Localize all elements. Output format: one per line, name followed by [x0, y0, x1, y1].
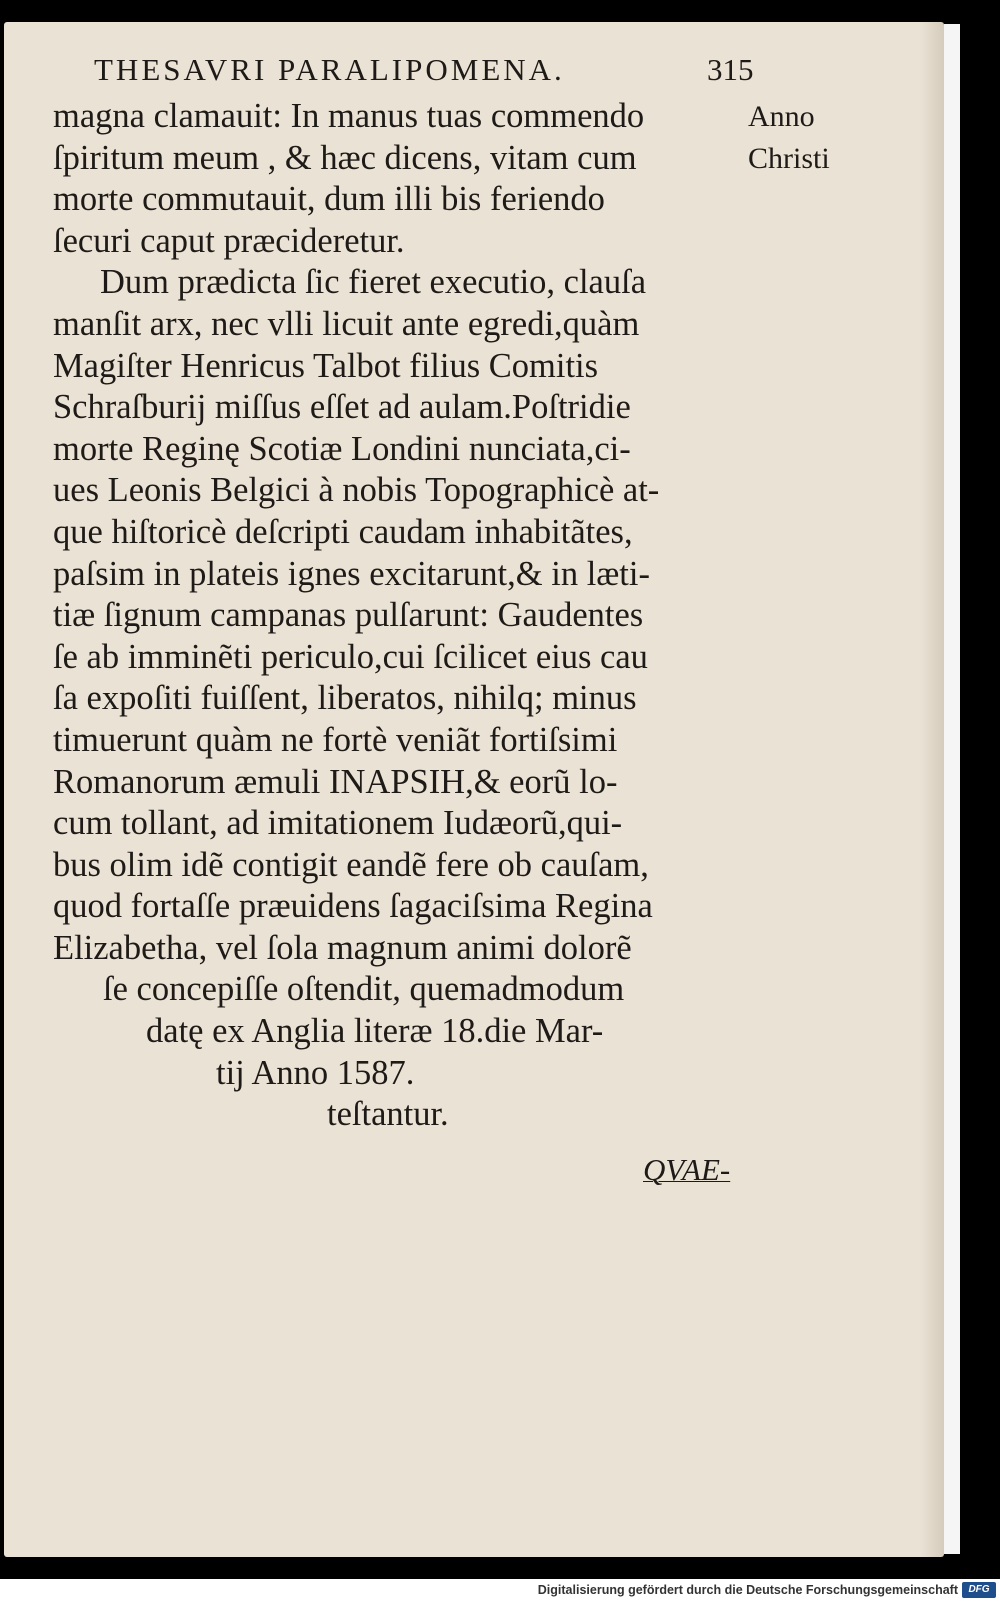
margin-note [748, 96, 830, 180]
text-line: ſa expoſiti fuiſſent, liberatos, nihilq; minus [53, 679, 637, 718]
catchword: QVAE- [643, 1152, 731, 1187]
text-line: Magiſter Henricus Talbot filius Comitis [53, 346, 599, 385]
text-line: Schraſburij miſſus eſſet ad aulam.Poſtridie [53, 388, 631, 427]
text-line: timuerunt quàm ne fortè veniãt fortiſsimi [53, 720, 618, 759]
page-gutter-shadow [920, 22, 944, 1557]
margin-note-line: Anno [748, 100, 815, 133]
text-line: morte commutauit, dum illi bis feriendo [53, 180, 605, 219]
text-line: que hiſtoricè deſcripti caudam inhabitãtes, [53, 512, 633, 551]
page-edge [944, 24, 960, 1554]
text-line: quod fortaſſe præuidens ſagaciſsima Regina [53, 887, 653, 926]
text-line: bus olim idẽ contigit eandẽ fere ob cauſam, [53, 845, 649, 884]
text-line: Elizabetha, vel ſola magnum animi dolorẽ [53, 928, 632, 967]
text-line: tiæ ſignum campanas pulſarunt: Gaudentes [53, 596, 644, 635]
text-line: manſit arx, nec vlli licuit ante egredi,quàm [53, 304, 640, 343]
funding-credit: Digitalisierung gefördert durch die Deutsche Forschungsgemeinschaft [537, 1583, 958, 1597]
text-line: tij Anno 1587. [216, 1053, 415, 1092]
text-line: ſecuri caput præcideretur. [53, 221, 405, 260]
text-line: magna clamauit: In manus tuas commendo [53, 97, 645, 135]
dfg-logo: DFG [962, 1582, 996, 1598]
text-line: morte Reginę Scotiæ Londini nunciata,ci- [53, 429, 631, 468]
body-text [53, 96, 753, 1136]
text-line: ues Leonis Belgici à nobis Topographicè at- [53, 471, 660, 510]
page-number: 315 [707, 52, 754, 87]
text-line: teſtantur. [327, 1095, 449, 1134]
text-line: ſe ab imminẽti periculo,cui ſcilicet eius cau [53, 637, 648, 676]
margin-note-line: Christi [748, 142, 830, 175]
running-head-title: THESAVRI PARALIPOMENA. [94, 52, 565, 87]
text-line: datę ex Anglia literæ 18.die Mar- [146, 1012, 604, 1051]
text-line: paſsim in plateis ignes excitarunt,& in læti- [53, 554, 650, 593]
digitization-footer [0, 1579, 1000, 1603]
paragraph-start-line: Dum prædicta ſic fieret executio, clauſa [100, 263, 647, 302]
text-line: ſpiritum meum , & hæc dicens, vitam cum [53, 138, 637, 177]
text-line: Romanorum æmuli INAPSIH,& eorũ lo- [53, 762, 618, 801]
text-line: cum tollant, ad imitationem Iudæorũ,qui- [53, 804, 623, 843]
text-line: ſe concepiſſe oſtendit, quemadmodum [103, 970, 625, 1009]
